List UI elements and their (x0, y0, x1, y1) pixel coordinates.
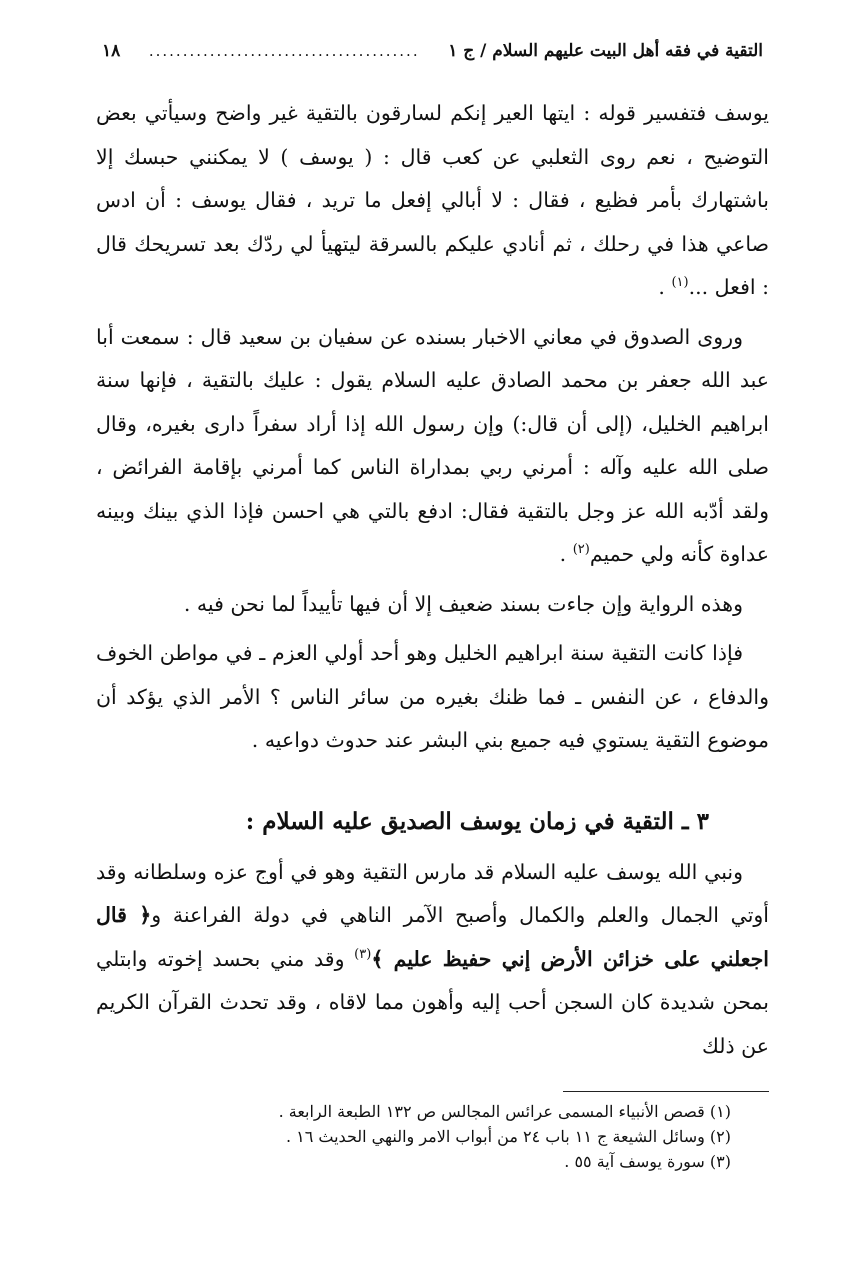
page-header (96, 36, 769, 66)
paragraph-5-text-a: ونبي الله يوسف عليه السلام قد مارس التقية وهو في أوج عزه وسلطانه وقد أوتي الجمال والعلم والكمال وأصبح الآمر الناهي في دولة الفراعنة و (96, 859, 769, 927)
footnote-1: (١) قصص الأنبياء المسمى عرائس المجالس ص ١٣٢ الطبعة الرابعة . (278, 1102, 731, 1121)
footnotes (96, 1099, 769, 1174)
paragraph-2: وروى الصدوق في معاني الاخبار بسنده عن سفيان بن سعيد قال : سمعت أبا عبد الله جعفر بن محمد الصادق عليه السلام يقول : عليك بالتقية ، فإنها سنة ابراهيم الخليل، (إلى أن قال:) وإن رسول الله إذا أراد سفراً دارى بغيره، وقال صلى الله عليه وآله : أمرني ربي بمداراة الناس كما أمرني بإقامة الفرائض ، ولقد أدّبه الله عز وجل بالتقية فقال: ادفع بالتي هي احسن فإذا الذي بينك وبينه عداوة كأنه ولي حميم$^{(٢)}$ . (96, 324, 769, 566)
paragraph-2-text: وروى الصدوق في معاني الاخبار بسنده عن سفيان بن سعيد قال : سمعت أبا عبد الله جعفر بن محمد الصادق عليه السلام يقول : عليك بالتقية ، فإنها سنة ابراهيم الخليل، (إلى أن قال:) وإن رسول الله إذا أراد سفراً دارى بغيره، وقال صلى الله عليه وآله : أمرني ربي بمداراة الناس كما أمرني بإقامة الفرائض ، ولقد أدّبه الله عز وجل بالتقية فقال: ادفع بالتي هي احسن فإذا الذي بينك وبينه عداوة كأنه ولي حميم (96, 324, 769, 566)
footnote-ref-1: (١) (671, 275, 689, 291)
paragraph-5-text-b: وقد مني بحسد إخوته وابتلي بمحن شديدة كان السجن أحب إليه وأهون مما لاقاه ، وقد تحدث القرآن الكريم عن ذلك (96, 946, 769, 1058)
page-number: ١٨ (102, 41, 121, 61)
paragraph-1: يوسف فتفسير قوله : ايتها العير إنكم لسارقون بالتقية غير واضح وسيأتي بعض التوضيح ، نعم روى الثعلبي عن كعب قال : ( يوسف ) لا يمكنني حبسك إلا باشتهارك بأمر فظيع ، فقال : لا أبالي إفعل ما تريد ، فقال يوسف : أن ادس صاعي هذا في رحلك ، ثم أنادي عليكم بالسرقة ليتهيأ لي ردّك بعد تسريحك قال : افعل ...$^{(١)}$ . (96, 101, 769, 299)
paragraph-1-text: يوسف فتفسير قوله : ايتها العير إنكم لسارقون بالتقية غير واضح وسيأتي بعض التوضيح ، نعم روى الثعلبي عن كعب قال : ( يوسف ) لا يمكنني حبسك إلا باشتهارك بأمر فظيع ، فقال : لا أبالي إفعل ما تريد ، فقال يوسف : أن ادس صاعي هذا في رحلك ، ثم أنادي عليكم بالسرقة ليتهيأ لي ردّك بعد تسريحك قال : افعل ... (96, 101, 769, 299)
footnote-2: (٢) وسائل الشيعة ج ١١ باب ٢٤ من أبواب الامر والنهي الحديث ١٦ . (285, 1127, 731, 1146)
quran-quote: ﴿ قال اجعلني على خزائن الأرض إني حفيظ عليم ﴾ (96, 903, 769, 971)
footnote-ref-2: (٢) (572, 542, 590, 558)
leader-dots: ........................................ (148, 42, 420, 60)
main-text (96, 92, 769, 1068)
paragraph-4: فإذا كانت التقية سنة ابراهيم الخليل وهو أحد أولي العزم ـ في مواطن الخوف والدفاع ، عن النفس ـ فما ظنك بغيره من سائر الناس ؟ الأمر الذي يؤكد أن موضوع التقية يستوي فيه جميع بني البشر عند حدوث دواعيه . (96, 641, 769, 752)
section-heading: ٣ ـ التقية في زمان يوسف الصديق عليه السلام : (245, 807, 709, 835)
running-title: التقية في فقه أهل البيت عليهم السلام / ج ١ (448, 41, 763, 61)
paragraph-5 (96, 851, 769, 1069)
footnote-3: (٣) سورة يوسف آية ٥٥ . (564, 1152, 731, 1171)
footnote-ref-3: (٣) (354, 946, 372, 962)
footnote-divider (563, 1091, 769, 1092)
paragraph-3: وهذه الرواية وإن جاءت بسند ضعيف إلا أن فيها تأييداً لما نحن فيه . (183, 591, 743, 616)
